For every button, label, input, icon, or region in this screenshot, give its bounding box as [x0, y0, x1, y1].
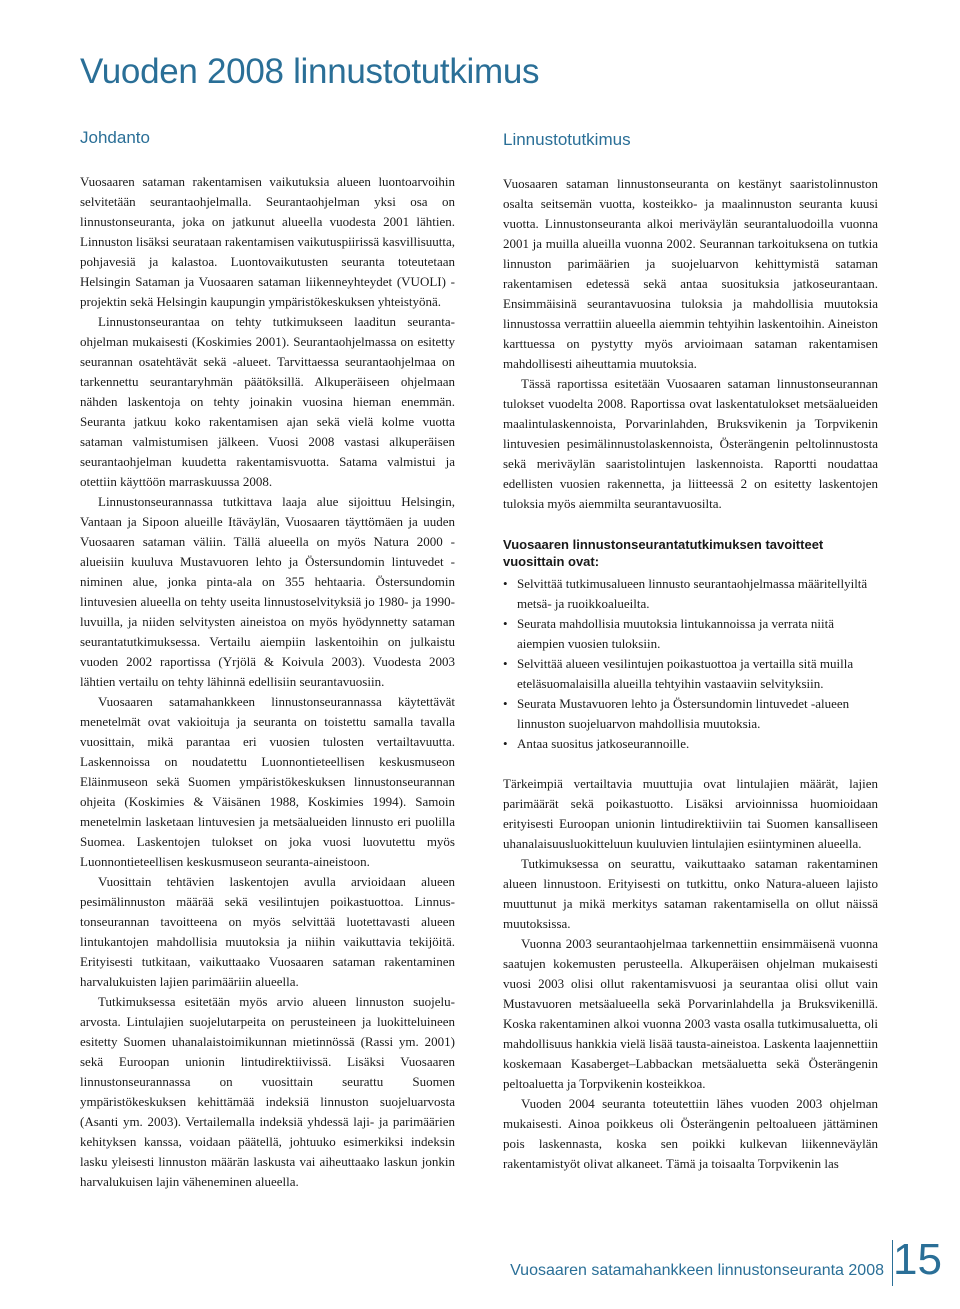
goal-item: • Selvittää tutkimusalueen linnusto seurantaohjelmassa määritellyiltä metsä- ja ruoikkoalueilta.	[503, 574, 878, 614]
goal-item: • Antaa suositus jatkoseurannoille.	[503, 734, 878, 754]
left-body	[80, 172, 455, 1192]
right-body	[503, 174, 878, 1174]
page-title: Vuoden 2008 linnustotutkimus	[80, 52, 540, 91]
right-column	[503, 128, 878, 1174]
paragraph: Vuosaaren sataman rakentamisen vaikutuksia alueen luontoarvoihin selvitetään seurantaohjelmalla. Seurantaohjelman yksi osa on linnustonseuranta, joka on jatkunut alueella vuodesta 2001 lähtien. Linnuston lisäksi seurataan rakentamisen vaikutuspiirissä kasvillisuutta, pohjavesiä ja kalastoa. Luontovaikutusten seuranta toteutetaan Helsingin Sataman ja Vuosaaren sataman liikenneyhteydet (VUOLI) -projektin sekä Helsingin kaupungin ympäristökeskuksen yhteistyönä.	[80, 174, 455, 309]
left-column	[80, 128, 455, 1192]
paragraph: Vuonna 2003 seurantaohjelmaa tarkennettiin ensimmäisenä vuonna saatujen kokemusten perusteella. Alkuperäisen ohjelman mukaisesti vuosi 2003 olisi ollut rakentamisvuosi ja seurantaa olisi ollut vain Mustavuoren metsäalueella sekä Porvarinlahdella ja Bruksvikenillä. Koska rakentaminen alkoi vuonna 2003 vasta osalla tutkimusaluetta, oli mahdollisuus hankkia vielä lisää tausta-aineistoa. Laskenta laajennettiin koskemaan Kasaberget–Labbackan metsäaluetta sekä Österängenin peltoaluetta ja Torpvikenin kosteikkoa.	[503, 936, 878, 1091]
paragraph: Vuosittain tehtävien laskentojen avulla arvioidaan alueen pesimälinnuston määrää sekä vesilintujen poikastuottoa. Linnustonseurannan tavoitteena on myös selvittää luotettavasti alueen lintukantojen mahdollisia muutoksia ja niihin vaikuttavia tekijöitä. Erityisesti tutkitaan, vaikuttaako Vuosaaren sataman rakentaminen harvalukuisten lajien parimääriin alueella.	[80, 874, 455, 989]
footer-publication-title: Vuosaaren satamahankkeen linnustonseuranta 2008	[510, 1262, 884, 1279]
paragraph: Vuosaaren satamahankkeen linnustonseurannassa käytettävät menetelmät ovat vakioituja ja seuranta on toistettu samalla tavalla vuosittain, mikä parantaa eri vuosien tulosten vertailtavuutta. Laskennoissa on noudatettu Luonnontieteellisen keskusmuseon Eläinmuseon sekä Suomen ympäristökeskuksen linnustonseurannan ohjeita (Koskimies & Väisänen 1988, Koskimies 1994). Samoin menetelmin lasketaan lintuvesien ja metsäalueiden linnusto eri puolilla Suomea. Laskentojen tulokset on joka vuosi luovutettu myös Luonnontieteellisen keskusmuseon seuranta-aineistoon.	[80, 694, 455, 869]
paragraph: Vuosaaren sataman linnustonseuranta on kestänyt saaristolinnuston osalta seitsemän vuotta, kosteikko- ja maalinnuston seuranta kuusi vuotta. Linnustonseuranta alkoi meriväylän seurantaluodoilla vuonna 2001 ja muilla alueilla vuonna 2002. Seurannan tarkoituksena on tutkia linnuston parimäärien ja suojeluarvon kehittymistä sataman rakentamisen edetessä sekä antaa suosituksia jatkoseurantaan. Ensimmäisinä seurantavuosina tuloksia ja mahdollisia muutoksia linnustossa verrattiin alueella aiemmin tehtyihin laskentoihin. Aineiston karttuessa on pystytty myös arvioimaan sataman rakentamisen mahdollisesti aiheuttamia muutoksia.	[503, 176, 878, 371]
section-heading-johdanto: Johdanto	[80, 128, 150, 147]
goal-item: • Selvittää alueen vesilintujen poikastuottoa ja vertailla sitä muilla eteläsuomalaisilla alueilla tehtyihin vastaaviin selvityksiin.	[503, 654, 878, 694]
section-heading-linnustotutkimus: Linnustotutkimus	[503, 130, 631, 149]
goals-list	[503, 574, 878, 754]
paragraph: Tärkeimpiä vertailtavia muuttujia ovat lintulajien määrät, lajien parimäärät sekä poikastuotto. Lisäksi arvioinnissa huomioidaan erityisesti Euroopan unionin lintudirektiiviin tai Suomen kansalliseen uhanalaisuusluokitteluun kuuluvien lintulajien esiintyminen alueella.	[503, 776, 878, 851]
page-number: 15	[893, 1235, 942, 1284]
goals-heading: Vuosaaren linnustonseurantatutkimuksen tavoitteet vuosittain ovat:	[503, 537, 824, 569]
goal-item: • Seurata Mustavuoren lehto ja Östersundomin lintuvedet -alueen linnuston suojeluarvon mahdollisia muutoksia.	[503, 694, 878, 734]
paragraph: Vuoden 2004 seuranta toteutettiin lähes vuoden 2003 ohjelman mukaisesti. Ainoa poikkeus oli Österängenin peltoalueen jättäminen pois laskennasta, koska sen poikki kulkevan liikenneväylän rakentamistyöt olivat alkaneet. Tämä ja toisaalta Torpvikenin las	[503, 1096, 878, 1171]
goal-item: • Seurata mahdollisia muutoksia lintukannoissa ja verrata niitä aiempien vuosien tuloksiin.	[503, 614, 878, 654]
paragraph: Linnustonseurantaa on tehty tutkimukseen laaditun seurantaohjelman mukaisesti (Koskimies 2001). Seurantaohjelmassa on esitetty seurannan osatehtävät sekä -alueet. Tarvittaessa seurantaohjelmaa on tarkennettu seurantaryhmän päätöksillä. Alkuperäiseen ohjelmaan nähden laskentoja on tehty joinakin vuosina hieman enemmän. Seuranta jatkuu koko rakentamisen ajan sekä vielä kolme vuotta sataman valmistumisen jälkeen. Vuosi 2008 vastasi alkuperäisen seurantaohjelman kuudetta rakentamisvuotta. Satama valmistui ja otettiin käyttöön marraskuussa 2008.	[80, 314, 455, 489]
paragraph: Tässä raportissa esitetään Vuosaaren sataman linnustonseurannan tulokset vuodelta 2008. Raportissa ovat laskentatulokset metsäalueiden maalintulaskennoista, Porvarinlahden, Bruksvikenin ja Torpvikenin lintuvesien pesimälinnustolaskennoista, Österängenin peltolinnustosta sekä meriväylän saaristolintujen laskennoista. Raportti noudattaa edellisten vuosien rakennetta, ja liitteessä 2 on esitetty laskentojen tuloksia myös aiemmilta seurantavuosilta.	[503, 376, 878, 511]
paragraph: Tutkimuksessa on seurattu, vaikuttaako sataman rakentaminen alueen linnustoon. Erityisesti on tutkittu, onko Natura-alueen lajisto muuttunut ja mikä merkitys sataman rakentamisella on ollut näissä muutoksissa.	[503, 856, 878, 931]
paragraph: Tutkimuksessa esitetään myös arvio alueen linnuston suojeluarvosta. Lintulajien suojelutarpeita on perusteineen ja luokitteluineen esitetty Suomen uhanalaistoimikunnan mietinnössä (Rassi ym. 2001) sekä Euroopan unionin lintudirektiivissä. Lisäksi Vuosaaren linnustonseurannassa on vuosittain seurattu Suomen ympäristökeskuksen kehittämää indeksiä linnuston suojeluarvosta (Asanti ym. 2003). Vertailemalla indeksiä yhdessä laji- ja parimäärien kehityksen kanssa, voidaan päätellä, johtuuko esimerkiksi indeksin lasku yleisesti linnuston määrän laskusta vai aiheuttaako laskun jonkin harvalukuisen lajin väheneminen alueella.	[80, 994, 455, 1189]
paragraph: Linnustonseurannassa tutkittava laaja alue sijoittuu Helsingin, Vantaan ja Sipoon alueille Itäväylän, Vuosaaren täyttömäen ja uuden Vuosaaren sataman väliin. Tällä alueella on myös Natura 2000 -alueisiin kuuluva Mustavuoren lehto ja Östersundomin lintuvedet -niminen alue, jonka pinta-ala on 355 hehtaaria. Östersundomin lintuvesien alueella on tehty useita linnustoselvityksiä jo 1980- ja 1990-luvuilla, ja niiden selvitysten aineistoa on myös hyödynnetty sataman seurantatutkimuksessa. Vertailu aiempiin laskentoihin on julkaistu vuoden 2002 raportissa (Yrjölä & Koivula 2003). Vuodesta 2003 lähtien vertailu on tehty lähinnä edellisiin seurantavuosiin.	[80, 494, 455, 689]
